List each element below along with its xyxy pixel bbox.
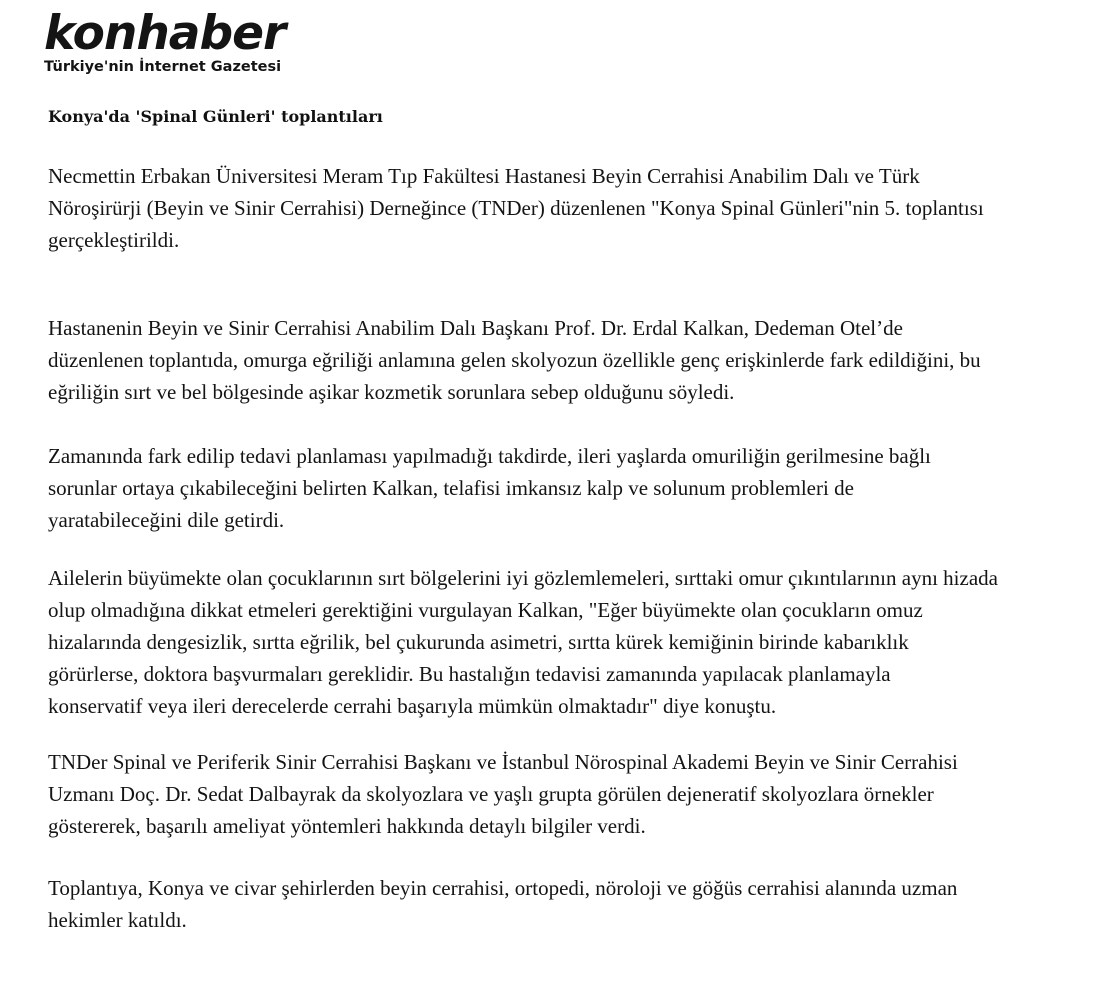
- article-line: Nöroşirürji (Beyin ve Sinir Cerrahisi) Derneğince (TNDer) düzenlenen "Konya Spinal Günleri"nin 5. toplantısı: [48, 196, 984, 220]
- article-line: Hastanenin Beyin ve Sinir Cerrahisi Anabilim Dalı Başkanı Prof. Dr. Erdal Kalkan, Dedeman Otel’de: [48, 316, 903, 340]
- article-line: hizalarında dengesizlik, sırtta eğrilik, bel çukurunda asimetri, sırtta kürek kemiğinin birinde kabarıklık: [48, 630, 909, 654]
- article-line: yaratabileceğini dile getirdi.: [48, 508, 285, 532]
- article-line: hekimler katıldı.: [48, 908, 187, 932]
- article-line: görürlerse, doktora başvurmaları gereklidir. Bu hastalığın tedavisi zamanında yapılacak planlamayla: [48, 662, 891, 686]
- article-paragraph-4: [48, 562, 998, 722]
- masthead: [44, 8, 285, 76]
- article-line: eğriliğin sırt ve bel bölgesinde aşikar kozmetik sorunlara sebep olduğunu söyledi.: [48, 380, 735, 404]
- article-line: Ailelerin büyümekte olan çocuklarının sırt bölgelerini iyi gözlemlemeleri, sırttaki omur çıkıntılarının aynı hizada: [48, 566, 998, 590]
- article-paragraph-6: [48, 872, 957, 936]
- article-line: Zamanında fark edilip tedavi planlaması yapılmadığı takdirde, ileri yaşlarda omuriliğin gerilmesine bağlı: [48, 444, 931, 468]
- article-line: olup olmadığına dikkat etmeleri gerektiğini vurgulayan Kalkan, "Eğer büyümekte olan çocukların omuz: [48, 598, 923, 622]
- masthead-tagline: Türkiye'nin İnternet Gazetesi: [44, 59, 282, 75]
- article-line: Toplantıya, Konya ve civar şehirlerden beyin cerrahisi, ortopedi, nöroloji ve göğüs cerrahisi alanında uzman: [48, 876, 958, 900]
- article-line: Uzmanı Doç. Dr. Sedat Dalbayrak da skolyozlara ve yaşlı grupta görülen dejeneratif skolyozlara örnekler: [48, 782, 934, 806]
- article-line: sorunlar ortaya çıkabileceğini belirten Kalkan, telafisi imkansız kalp ve solunum problemleri de: [48, 476, 854, 500]
- article-paragraph-5: [48, 746, 958, 842]
- article-title: Konya'da 'Spinal Günleri' toplantıları: [48, 107, 383, 126]
- article-line: gerçekleştirildi.: [48, 228, 180, 252]
- konhaber-logo: konhaber: [44, 6, 286, 61]
- article-paragraph-2: [48, 312, 981, 408]
- article-paragraph-1: [48, 160, 984, 256]
- article-line: konservatif veya ileri derecelerde cerrahi başarıyla mümkün olmaktadır" diye konuştu.: [48, 694, 777, 718]
- article-paragraph-3: [48, 440, 931, 536]
- article-line: TNDer Spinal ve Periferik Sinir Cerrahisi Başkanı ve İstanbul Nörospinal Akademi Beyin ve Sinir Cerrahisi: [48, 750, 958, 774]
- article-line: göstererek, başarılı ameliyat yöntemleri hakkında detaylı bilgiler verdi.: [48, 814, 646, 838]
- article-line: düzenlenen toplantıda, omurga eğriliği anlamına gelen skolyozun özellikle genç erişkinlerde fark edildiğini, bu: [48, 348, 981, 372]
- article-line: Necmettin Erbakan Üniversitesi Meram Tıp Fakültesi Hastanesi Beyin Cerrahisi Anabilim Dalı ve Türk: [48, 164, 920, 188]
